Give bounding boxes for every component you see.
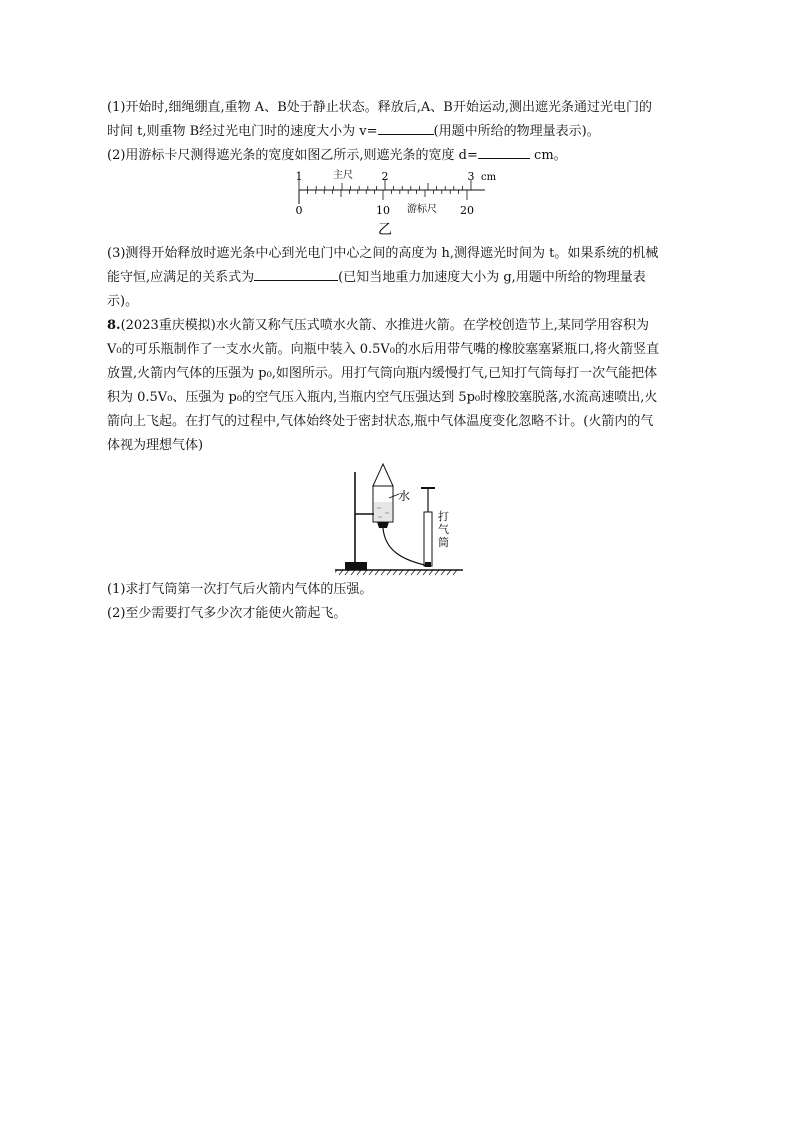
vernier-tick-label-0: 0 xyxy=(295,204,303,217)
vernier-scale-ticks xyxy=(299,190,467,200)
q8-line2: V₀的可乐瓶制作了一支水火箭。向瓶中装入 0.5V₀的水后用带气嘴的橡胶塞塞紧瓶口,将火箭竖直 xyxy=(107,342,660,357)
main-tick-label-1: 1 xyxy=(295,170,303,183)
rubber-stopper xyxy=(377,522,389,528)
water-rocket-figure xyxy=(335,458,465,576)
vernier-tick-label-20: 20 xyxy=(460,204,474,217)
q7-part1-line1: (1)开始时,细绳绷直,重物 A、B处于静止状态。释放后,A、B开始运动,测出遮光条通过光电门的 xyxy=(107,100,652,115)
q8-line6: 体视为理想气体) xyxy=(107,438,204,453)
answer-blank-relation[interactable] xyxy=(254,268,338,281)
q7-part2-line xyxy=(107,146,707,166)
q8-line5: 箭向上飞起。在打气的过程中,气体始终处于密封状态,瓶中气体温度变化忽略不计。(火箭内的气 xyxy=(107,414,654,429)
q7-part2-pre: (2)用游标卡尺测得遮光条的宽度如图乙所示,则遮光条的宽度 d= xyxy=(107,148,478,163)
q8-line1-text: (2023重庆模拟)水火箭又称气压式喷水火箭、水推进火箭。在学校创造节上,某同学用容积为 xyxy=(120,318,649,333)
pump-label-2: 气 xyxy=(438,523,449,536)
main-scale-unit: cm xyxy=(481,172,497,183)
vernier-scale-label: 游标尺 xyxy=(407,204,437,215)
q7-part3-line2-post: (已知当地重力加速度大小为 g,用题中所给的物理量表 xyxy=(338,270,646,285)
q7-part1-line2-pre: 时间 t,则重物 B经过光电门时的速度大小为 v= xyxy=(107,124,378,139)
question-number: 8. xyxy=(107,318,121,333)
main-tick-label-2: 2 xyxy=(381,170,389,183)
q7-part3-line3: 示)。 xyxy=(107,294,139,309)
answer-blank-v[interactable] xyxy=(378,122,434,135)
answer-blank-d[interactable] xyxy=(478,146,530,159)
q8-line4: 积为 0.5V₀、压强为 p₀的空气压入瓶内,当瓶内空气压强达到 5p₀时橡胶塞脱落,水流高速喷出,火 xyxy=(107,390,658,405)
water-in-bottle xyxy=(374,502,392,521)
main-scale-label: 主尺 xyxy=(333,170,353,181)
vernier-tick-label-10: 10 xyxy=(376,204,390,217)
pump-foot xyxy=(425,562,431,567)
q8-line1 xyxy=(107,316,707,336)
q8-sub1: (1)求打气筒第一次打气后火箭内气体的压强。 xyxy=(107,582,373,597)
pump-label-1: 打 xyxy=(438,510,449,523)
q7-part1-line2-post: (用题中所给的物理量表示)。 xyxy=(433,124,600,139)
q8-line3: 放置,火箭内气体的压强为 p₀,如图所示。用打气筒向瓶内缓慢打气,已知打气筒每打一次气能把体 xyxy=(107,366,658,381)
vernier-caliper-figure xyxy=(285,168,505,240)
q8-sub2: (2)至少需要打气多少次才能使火箭起飞。 xyxy=(107,606,347,621)
figure-caption: 乙 xyxy=(378,222,392,238)
q7-part3-line1: (3)测得开始释放时遮光条中心到光电门中心之间的高度为 h,测得遮光时间为 t。如果系统的机械 xyxy=(107,246,659,261)
q7-part1-line2 xyxy=(107,122,707,142)
main-tick-label-3: 3 xyxy=(467,170,475,183)
q7-part2-post: cm。 xyxy=(529,148,567,163)
water-label: 水 xyxy=(398,489,411,503)
q7-part3-line2 xyxy=(107,268,707,288)
stand-base xyxy=(345,562,367,570)
pump-label-3: 筒 xyxy=(438,536,449,549)
pump-barrel xyxy=(424,512,432,566)
q7-part3-line2-pre: 能守恒,应满足的关系式为 xyxy=(107,270,255,285)
rocket-nose-cone xyxy=(373,464,393,486)
air-hose xyxy=(383,528,429,566)
